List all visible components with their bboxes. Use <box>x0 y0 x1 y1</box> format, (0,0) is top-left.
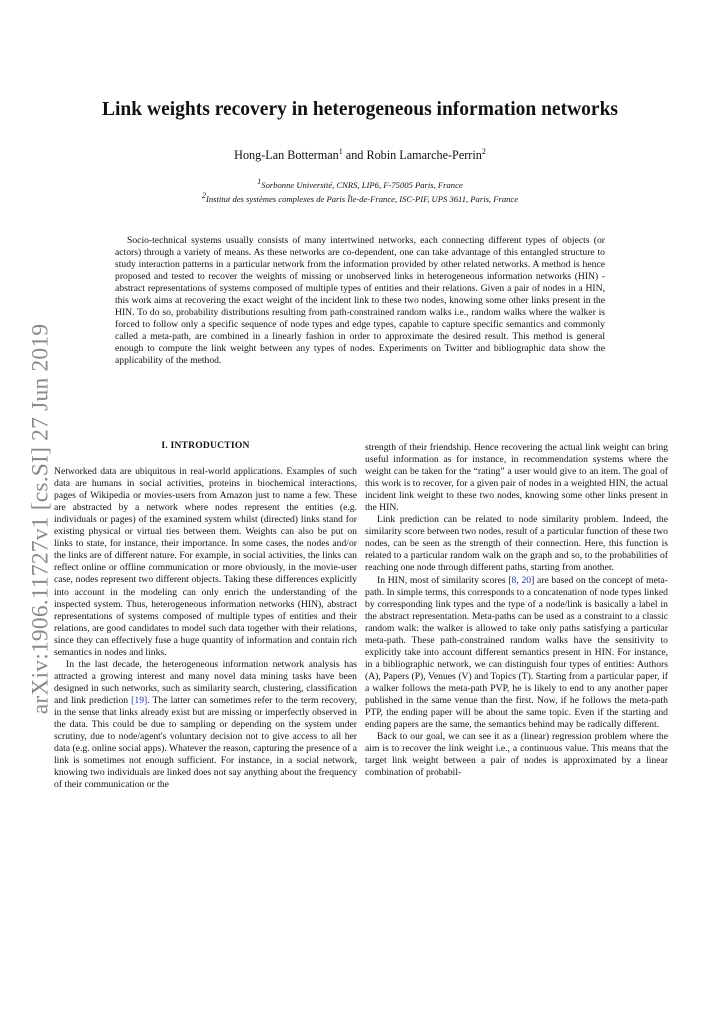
author-line <box>60 148 660 163</box>
section-heading-introduction: I. INTRODUCTION <box>161 440 250 451</box>
author-name: Robin Lamarche-Perrin <box>366 148 482 162</box>
author-name: Hong-Lan Botterman <box>234 148 339 162</box>
citation-separator: , <box>516 574 522 586</box>
affiliation-text: Sorbonne Université, CNRS, LIP6, F-75005 Paris, France <box>261 180 463 190</box>
affiliation-marker: 2 <box>481 146 486 156</box>
paragraph-text: . The latter can sometimes refer to the term recovery, in the sense that links already exist but are missing or imperfectly observed in the data. This could be due to sampling or depending on the system under scrutiny, due to node/agent's voluntary decision not to give access to all her data (e.g. online social apps). Whatever the reason, capturing the presence of a link is sometimes not enough sufficient. For instance, in a social network, knowing two individuals are linked does not say anything about the frequency of their communication or the <box>54 694 357 791</box>
affiliation-1 <box>60 177 660 190</box>
paragraph <box>54 659 357 792</box>
paragraph: Back to our goal, we can see it as a (linear) regression problem where the aim is to recover the link weight i.e., a continuous value. This means that the target link weight between a pair of nodes is approximated by a linear combination of probabil- <box>365 731 668 779</box>
right-column <box>365 442 668 779</box>
paragraph-text: In the last decade, the heterogeneous information network analysis has attracted a growing interest and many novel data mining tasks have been designed in such networks, such as similarity search, clustering, classification and link prediction <box>54 658 357 706</box>
arxiv-identifier-text: arXiv:1906.11727v1 [cs.SI] 27 Jun 2019 <box>27 323 54 715</box>
affiliation-text: Institut des systèmes complexes de Paris Île-de-France, ISC-PIF, UPS 3611, Paris, France <box>205 194 519 204</box>
paragraph: Link prediction can be related to node similarity problem. Indeed, the similarity score between two nodes, result of a particular function of these two nodes, can be seen as the strength of their connection. Here, this function is related to a particular random walk on the graph and so, to the probabilities of reaching one node through different paths, starting from another. <box>365 514 668 574</box>
paragraph <box>365 575 668 732</box>
paper-title: Link weights recovery in heterogeneous information networks <box>102 99 618 120</box>
paragraph-text: ] are based on the concept of meta-path. In simple terms, this corresponds to a concatenation of node types linked by corresponding link types and the type of a node/link is basically a label in the abstract representation. Meta-paths can be used as a constraint to a classic random walk: the walker is allowed to take only paths satisfying a particular meta-path. These path-constrained random walks have the sensitivity to explicitly take into account different semantics present in HIN. For instance, in a bibliographic network, we can distinguish four types of entities: Authors (A), Papers (P), Venues (V) and Topics (T). Starting from a particular paper, if a walker follows the meta-path PVP, he is likely to end to any another paper published in the same venue than the first. Now, if he follows the meta-path PTP, the ending paper will be about the same topic. Even if the starting and ending papers are the same, the semantics behind may be radically different. <box>365 574 668 731</box>
left-column <box>54 440 357 791</box>
affiliation-marker: 1 <box>338 146 343 156</box>
affiliation-number: 1 <box>257 177 262 187</box>
affiliation-2 <box>60 191 660 204</box>
citation-link[interactable]: 8 <box>511 574 517 586</box>
paragraph-text: In HIN, most of similarity scores [ <box>377 574 512 586</box>
paragraph: Networked data are ubiquitous in real-world applications. Examples of such data are humans in social activities, proteins in biochemical interactions, pages of Wikipedia or movies-users from Amazon just to name a few. These are abstracted by a network where nodes represent the entities (e.g. individuals or pages) of the examined system whilst (directed) links stand for existing physical or virtual ties between them. Weights can also be put on links to state, for instance, their importance. In some cases, the nodes and/or the links are of different nature. For example, in social activities, the links can reflect online or offline communication or more obviously, in the movie-user case, nodes represent two different objects. Taking these differences explicitly into account in the modeling can only enrich the understanding of the inspected system. Thus, heterogeneous information networks (HIN), abstract representations of systems composed of multiple types of entities and their relations, are good candidates to model such data together with their relations, since they can effectively fuse a huge quantity of information and contain rich semantics in nodes and links. <box>54 466 357 658</box>
citation-link[interactable]: [19] <box>131 694 148 706</box>
affiliation-number: 2 <box>201 191 206 201</box>
paragraph: strength of their friendship. Hence recovering the actual link weight can bring useful information as for instance, in recommendation systems where the weight can be taken for the “rating” a user would give to an item. The goal of this work is to recover, for a given pair of nodes in a weighted HIN, the actual incident link weight to these two nodes, knowing some other links present in the HIN. <box>365 442 668 514</box>
author-connector: and <box>342 148 367 162</box>
citation-link[interactable]: 20 <box>521 574 532 586</box>
abstract: Socio-technical systems usually consists of many intertwined networks, each connecting different types of objects (or actors) through a variety of means. As these networks are co-dependent, one can take advantage of this entangled structure to study interaction patterns in a particular network from the information provided by other related networks. A method is hence proposed and tested to recover the weights of missing or unobserved links in heterogeneous information networks (HIN) - abstract representations of systems composed of multiple types of entities and their relations. Given a pair of nodes in a HIN, this work aims at recovering the exact weight of the incident link to these two nodes, knowing some other links present in the HIN. To do so, probability distributions resulting from path-constrained random walks i.e., random walks where the walker is forced to follow only a specific sequence of node types and edge types, capable to capture specific semantics and commonly called a meta-path, are combined in a linearly fashion in order to approximate the desired result. This method is general enough to compute the link weight between any types of nodes. Experiments on Twitter and bibliographic data show the applicability of the method. <box>115 235 605 367</box>
